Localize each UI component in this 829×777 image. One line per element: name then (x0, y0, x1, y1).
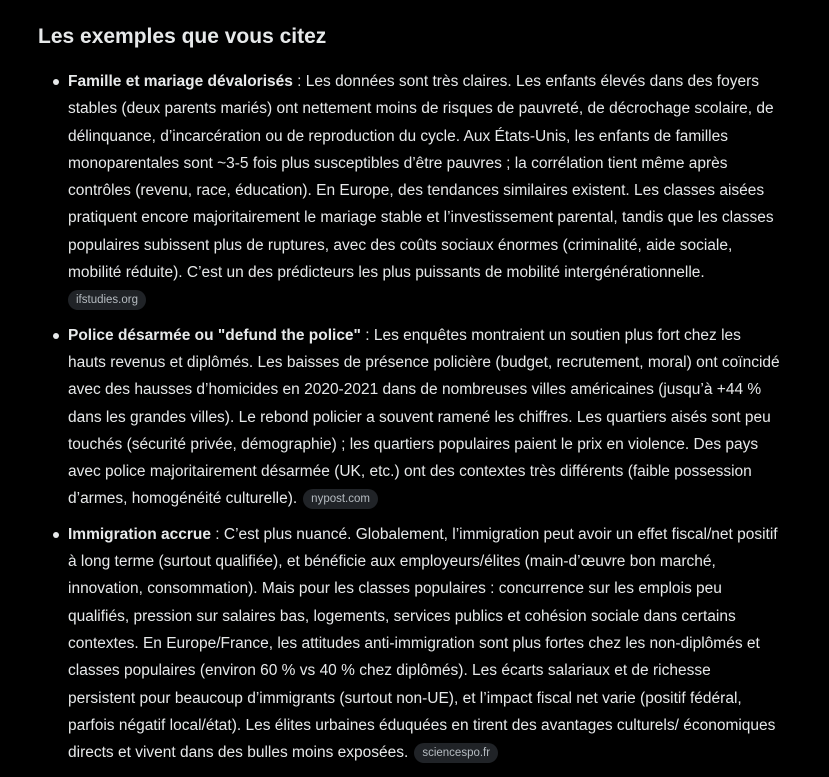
item-text: Les données sont très claires. Les enfants élevés dans des foyers stables (deux parents mariés) ont nettement moins de risques de pauvreté, de décrochage scolaire, de délinquance, d’incarcération ou de reproduction du cycle. Aux États-Unis, les enfants de familles monoparentales sont ~3-5 fois plus susceptibles d’être pauvres ; la corrélation tient même après contrôles (revenu, race, éducation). En Europe, des tendances similaires existent. Les classes aisées pratiquent encore majoritairement le mariage stable et l’investissement parental, tandis que les classes populaires subissent plus de ruptures, avec des coûts sociaux énormes (criminalité, aide sociale, mobilité réduite). C’est un des prédicteurs les plus puissants de mobilité intergénérationnelle. (68, 73, 774, 282)
item-title: Famille et mariage dévalorisés (68, 73, 293, 90)
list-item (38, 322, 781, 513)
list-item (38, 68, 781, 314)
list-item (38, 521, 781, 767)
bullet-icon (53, 333, 59, 339)
source-link[interactable]: nypost.com (303, 489, 378, 509)
item-text: C’est plus nuancé. Globalement, l’immigration peut avoir un effet fiscal/net positif à long terme (surtout qualifiée), et bénéficie aux employeurs/élites (main-d’œuvre bon marché, innovation, consommation). Mais pour les classes populaires : concurrence sur les emplois peu qualifiés, pression sur salaires bas, logements, services publics et cohésion sociale dans certains contextes. En Europe/France, les attitudes anti-immigration sont plus fortes chez les non-diplômés et classes populaires (environ 60 % vs 40 % chez diplômés). Les écarts salariaux et de richesse persistent pour beaucoup d’immigrants (surtout non-UE), et l’impact fiscal net varie (positif fédéral, parfois négatif local/état). Les élites urbaines éduquées en tirent des avantages culturels/ économiques directs et vivent dans des bulles moins exposées. (68, 525, 778, 762)
examples-list (38, 68, 829, 766)
item-separator: : (211, 525, 224, 543)
item-title: Police désarmée ou "defund the police" (68, 326, 361, 344)
bullet-icon (53, 79, 59, 85)
item-separator: : (292, 73, 306, 90)
item-text: Les enquêtes montraient un soutien plus fort chez les hauts revenus et diplômés. Les baisses de présence policière (budget, recrutement, moral) ont coïncidé avec des hausses d’homicides en 2020-2021 dans de nombreuses villes américaines (jusqu’à +44 % dans les grandes villes). Le rebond policier a souvent ramené les chiffres. Les quartiers aisés sont peu touchés (sécurité privée, démographie) ; les quartiers populaires paient le prix en violence. Des pays avec police majoritairement désarmée (UK, etc.) ont des contextes très différents (faible possession d’armes, homogénéité culturelle). (68, 326, 780, 508)
source-link[interactable]: ifstudies.org (68, 290, 146, 310)
item-title: Immigration accrue (68, 525, 211, 543)
item-separator: : (360, 326, 374, 344)
section-heading: Les exemples que vous citez (38, 25, 327, 48)
bullet-icon (53, 532, 59, 538)
source-link[interactable]: sciencespo.fr (414, 743, 498, 763)
